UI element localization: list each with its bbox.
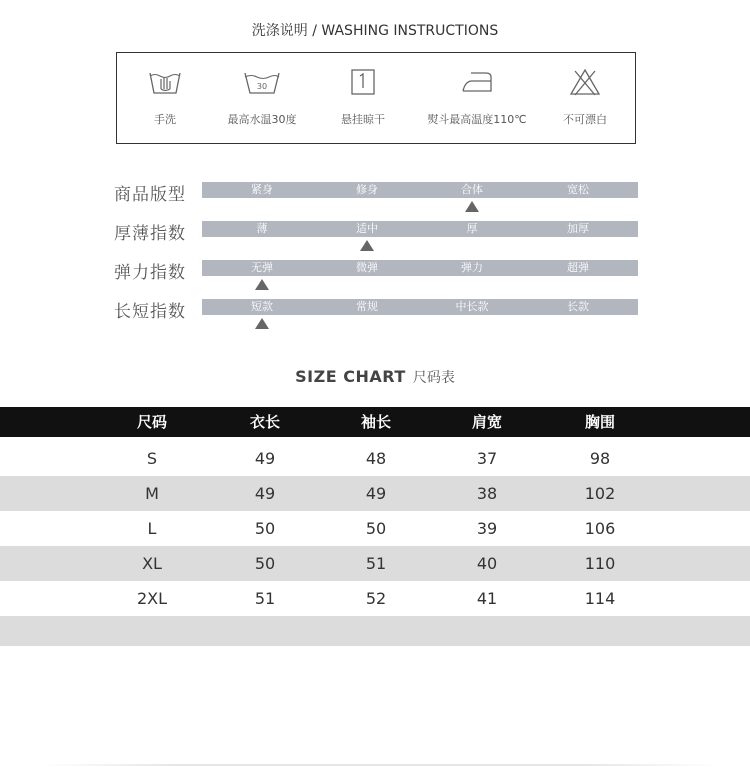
size-chart-header [0,407,750,437]
size-chart-title-en: SIZE CHART [295,367,406,386]
selection-marker-icon [255,279,269,290]
sleeve-cell: 50 [365,519,387,538]
attr-bar [202,260,638,276]
shoulder-cell: 39 [476,519,498,538]
chest-cell: 114 [584,589,616,608]
wash-30-icon [242,67,282,97]
length-cell: 49 [254,449,276,468]
header-sleeve: 袖长 [360,413,391,431]
attr-option: 修身 [356,183,378,196]
shoulder-cell: 41 [476,589,498,608]
washing-title: 洗涤说明 / WASHING INSTRUCTIONS [251,23,499,39]
attr-option: 常规 [356,300,378,313]
sleeve-cell: 49 [365,484,387,503]
bottom-divider [40,764,720,766]
table-row-empty [0,616,750,646]
attr-option: 宽松 [567,183,589,196]
attr-option: 紧身 [251,183,273,196]
shoulder-cell: 38 [476,484,498,503]
line-dry-label: 悬挂晾干 [341,113,385,126]
no-bleach-label: 不可漂白 [563,113,607,126]
length-cell: 50 [254,554,276,573]
attr-option: 短款 [251,300,273,313]
attr-row-length [114,297,644,337]
attr-bar [202,299,638,315]
chest-cell: 106 [584,519,616,538]
wash-item-line-dry [303,67,423,127]
length-cell: 51 [254,589,276,608]
iron-label: 熨斗最高温度110℃ [427,113,527,126]
size-chart-title-cn: 尺码表 [412,370,455,386]
size-cell: S [146,449,158,468]
shoulder-cell: 40 [476,554,498,573]
attr-row-fit [114,180,644,220]
iron-icon [459,67,495,97]
attr-option: 微弹 [356,261,378,274]
header-shoulder: 肩宽 [471,413,502,431]
length-cell: 49 [254,484,276,503]
attr-option: 厚 [466,222,478,235]
attr-option: 加厚 [567,222,589,235]
attr-option: 合体 [461,183,483,196]
wash-item-iron [417,67,537,127]
attr-row-elasticity [114,258,644,298]
sleeve-cell: 48 [365,449,387,468]
attr-bar [202,221,638,237]
header-chest: 胸围 [584,413,615,431]
sleeve-cell: 52 [365,589,387,608]
attr-label: 长短指数 [114,302,186,322]
size-cell: XL [142,554,162,573]
attr-label: 厚薄指数 [114,224,186,244]
no-bleach-icon [569,67,601,97]
attr-option: 无弹 [251,261,273,274]
wash-temp-text: 30 [256,82,268,91]
attr-option: 长款 [567,300,589,313]
attr-bar [202,182,638,198]
attr-option: 薄 [256,222,268,235]
size-cell: L [147,519,157,538]
line-dry-icon [348,67,378,97]
selection-marker-icon [360,240,374,251]
selection-marker-icon [465,201,479,212]
chest-cell: 102 [584,484,616,503]
washing-instructions-box [116,52,636,144]
table-row [0,581,750,616]
attr-label: 商品版型 [114,185,186,205]
size-cell: M [145,484,159,503]
attr-option: 适中 [356,222,378,235]
chest-cell: 98 [589,449,611,468]
shoulder-cell: 37 [476,449,498,468]
sleeve-cell: 51 [365,554,387,573]
attr-option: 中长款 [455,300,489,313]
table-row [0,441,750,476]
header-size: 尺码 [136,413,167,431]
selection-marker-icon [255,318,269,329]
attr-label: 弹力指数 [114,263,186,283]
length-cell: 50 [254,519,276,538]
table-row [0,546,750,581]
wash-30-label: 最高水温30度 [227,113,297,126]
attr-option: 弹力 [461,261,483,274]
header-length: 衣长 [249,413,280,431]
chest-cell: 110 [584,554,616,573]
attr-option: 超弹 [567,261,589,274]
hand-wash-label: 手洗 [154,113,176,126]
attr-row-thickness [114,219,644,259]
size-cell: 2XL [136,589,168,608]
size-chart-title [0,367,750,387]
table-row [0,476,750,511]
hand-wash-icon [147,67,183,97]
wash-item-no-bleach [525,67,645,127]
table-row [0,511,750,546]
